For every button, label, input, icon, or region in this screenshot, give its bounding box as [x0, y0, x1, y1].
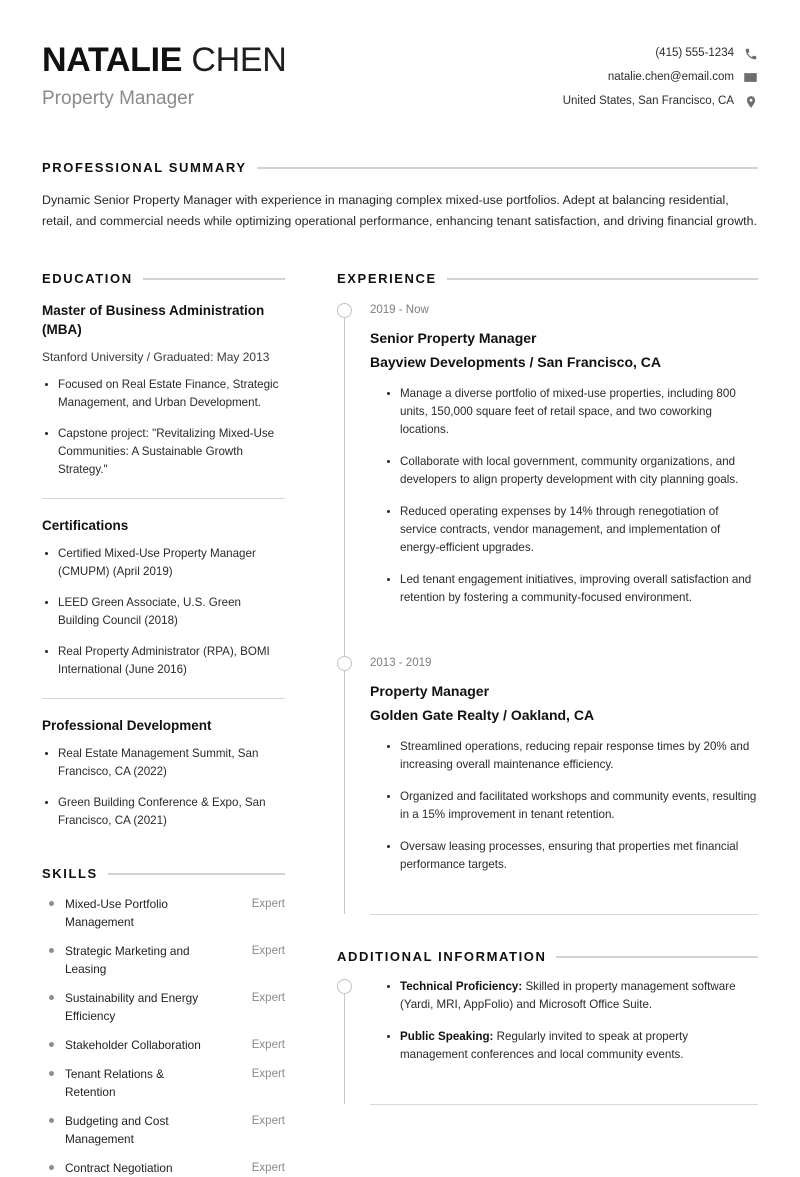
skill-name: Tenant Relations & Retention [42, 1065, 202, 1101]
skill-level: Expert [251, 1115, 285, 1127]
additional-information-heading [337, 949, 758, 964]
professional-summary-text: Dynamic Senior Property Manager with experience in managing complex mixed-use portfolios. Adept at balancing residential, retail, and commercial needs while optimizing operational performance, enhancing tenant satisfaction, and driving financial growth. [42, 193, 757, 228]
skill-level: Expert [251, 992, 285, 1004]
list-item [42, 1112, 285, 1148]
education-heading [42, 271, 285, 286]
right-column [337, 271, 758, 1105]
contact-list [563, 38, 758, 109]
contact-email[interactable] [608, 70, 758, 85]
contact-location[interactable] [563, 94, 758, 109]
list-item [42, 1159, 285, 1177]
list-item: Capstone project: "Revitalizing Mixed-Use Communities: A Sustainable Growth Strategy." [42, 425, 285, 479]
list-item: Organized and facilitated workshops and community events, resulting in a 15% improvement in tenant retention. [384, 788, 758, 824]
item-lead: Public Speaking: [400, 1030, 494, 1043]
experience-bullets [370, 738, 758, 874]
heading-rule [143, 278, 285, 280]
last-name: CHEN [191, 41, 287, 79]
list-item: Streamlined operations, reducing repair response times by 20% and increasing overall maintenance efficiency. [384, 738, 758, 774]
item-text: Skilled in property management software (Yardi, MRI, AppFolio) and Microsoft Office Suite. [400, 980, 736, 1011]
experience-item [370, 655, 758, 874]
timeline-dot-icon [337, 656, 352, 671]
skills-heading [42, 866, 285, 881]
skills-section [42, 866, 285, 1177]
timeline-dot-icon [337, 979, 352, 994]
list-item: Real Property Administrator (RPA), BOMI International (June 2016) [42, 643, 285, 679]
experience-role: Property Manager [370, 683, 490, 699]
experience-heading [337, 271, 758, 286]
heading-rule [108, 873, 285, 875]
experience-heading-label: EXPERIENCE [337, 271, 437, 286]
education-degree: Master of Business Administration (MBA) [42, 303, 265, 337]
education-heading-label: EDUCATION [42, 271, 133, 286]
list-item: Real Estate Management Summit, San Francisco, CA (2022) [42, 745, 285, 781]
professional-development-heading: Professional Development [42, 718, 212, 733]
section-divider [42, 498, 285, 499]
list-item: Collaborate with local government, community organizations, and developers to align property development with city planning goals. [384, 453, 758, 489]
full-name [42, 40, 286, 80]
list-item: Reduced operating expenses by 14% through renegotiation of service contracts, vendor management, and implementation of energy-efficient upgrades. [384, 503, 758, 557]
skills-heading-label: SKILLS [42, 866, 98, 881]
job-title: Property Manager [42, 88, 195, 109]
skill-name: Strategic Marketing and Leasing [42, 942, 202, 978]
skill-level: Expert [251, 1039, 285, 1051]
list-item: Led tenant engagement initiatives, improving overall satisfaction and retention by fostering a community-focused environment. [384, 571, 758, 607]
list-item [42, 895, 285, 931]
skills-list [42, 895, 285, 1177]
skill-level: Expert [251, 898, 285, 910]
professional-summary-section [42, 160, 758, 232]
professional-development-bullets [42, 745, 285, 830]
list-item: Focused on Real Estate Finance, Strategic Management, and Urban Development. [42, 376, 285, 412]
skill-name: Mixed-Use Portfolio Management [42, 895, 202, 931]
section-divider [42, 698, 285, 699]
section-divider [370, 1104, 758, 1105]
certifications-bullets [42, 545, 285, 679]
name-block [42, 38, 286, 112]
item-text: Regularly invited to speak at property management conferences and local community events. [400, 1030, 689, 1061]
skill-name: Sustainability and Energy Efficiency [42, 989, 202, 1025]
list-item: Certified Mixed-Use Property Manager (CMUPM) (April 2019) [42, 545, 285, 581]
experience-bullets [370, 385, 758, 607]
list-item: Green Building Conference & Expo, San Francisco, CA (2021) [42, 794, 285, 830]
timeline-tail [370, 888, 758, 914]
experience-section [337, 271, 758, 915]
list-item [384, 1028, 758, 1064]
additional-information-timeline [337, 978, 758, 1104]
content-columns [42, 271, 758, 1177]
professional-summary-heading-label: PROFESSIONAL SUMMARY [42, 160, 247, 175]
additional-information-item [370, 978, 758, 1064]
contact-email-text: natalie.chen@email.com [607, 71, 734, 83]
list-item [42, 1036, 285, 1054]
skill-level: Expert [251, 1162, 285, 1174]
certifications-heading: Certifications [42, 518, 129, 533]
location-pin-icon [743, 94, 758, 109]
experience-date: 2019 - Now [370, 304, 429, 316]
contact-location-text: United States, San Francisco, CA [562, 95, 734, 107]
contact-phone[interactable] [655, 46, 758, 61]
item-lead: Technical Proficiency: [400, 980, 523, 993]
timeline-tail [370, 1078, 758, 1104]
skill-name: Budgeting and Cost Management [42, 1112, 202, 1148]
contact-phone-text: (415) 555-1234 [655, 47, 734, 59]
first-name: NATALIE [42, 41, 183, 79]
professional-development-section [42, 716, 285, 830]
list-item [384, 978, 758, 1014]
experience-date: 2013 - 2019 [370, 657, 432, 669]
experience-org: Bayview Developments / San Francisco, CA [370, 354, 661, 370]
certifications-section [42, 516, 285, 679]
additional-information-section [337, 949, 758, 1105]
experience-org: Golden Gate Realty / Oakland, CA [370, 707, 595, 723]
experience-role: Senior Property Manager [370, 330, 537, 346]
resume-header [42, 32, 758, 112]
timeline-gap [370, 621, 758, 655]
additional-information-heading-label: ADDITIONAL INFORMATION [337, 949, 547, 964]
skill-name: Contract Negotiation [42, 1159, 173, 1177]
heading-rule [556, 956, 758, 958]
list-item: LEED Green Associate, U.S. Green Building Council (2018) [42, 594, 285, 630]
left-column [42, 271, 285, 1177]
experience-timeline [337, 302, 758, 914]
education-meta: Stanford University / Graduated: May 2013 [42, 350, 270, 364]
email-icon [743, 70, 758, 85]
skill-name: Stakeholder Collaboration [42, 1036, 201, 1054]
list-item [42, 942, 285, 978]
list-item [42, 989, 285, 1025]
professional-summary-heading [42, 160, 758, 175]
section-divider [370, 914, 758, 915]
list-item: Manage a diverse portfolio of mixed-use properties, including 800 units, 150,000 square feet of retail space, and two coworking locations. [384, 385, 758, 439]
skill-level: Expert [251, 945, 285, 957]
education-bullets [42, 376, 285, 479]
list-item [42, 1065, 285, 1101]
additional-information-bullets [370, 978, 758, 1064]
phone-icon [743, 46, 758, 61]
heading-rule [447, 278, 758, 280]
list-item: Oversaw leasing processes, ensuring that properties met financial performance targets. [384, 838, 758, 874]
skill-level: Expert [251, 1068, 285, 1080]
timeline-dot-icon [337, 303, 352, 318]
heading-rule [257, 167, 758, 169]
education-section [42, 271, 285, 479]
experience-item [370, 302, 758, 607]
